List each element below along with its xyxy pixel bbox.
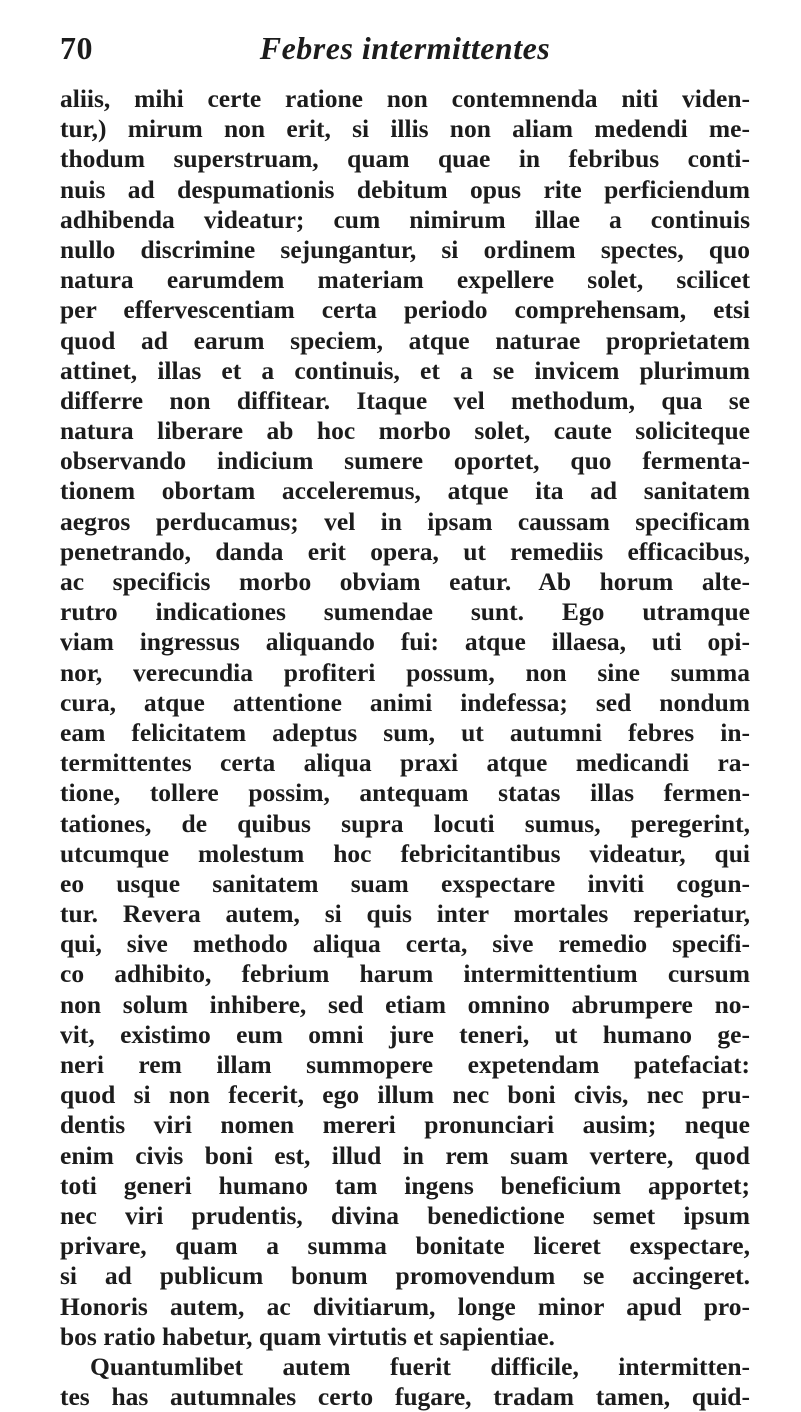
- text-line: tes has autumnales certo fugare, tradam tamen, quid-: [60, 1382, 750, 1412]
- text-line: qui, sive methodo aliqua certa, sive remedio specifi-: [60, 929, 750, 959]
- text-line: nullo discrimine sejungantur, si ordinem spectes, quo: [60, 234, 750, 264]
- text-line: utcumque molestum hoc febricitantibus videatur, qui: [60, 838, 750, 868]
- page-header: [60, 30, 750, 74]
- text-line: toti generi humano tam ingens beneficium apportet;: [60, 1170, 750, 1200]
- text-line: tione, tollere possim, antequam statas illas fermen-: [60, 778, 750, 808]
- text-line: neri rem illam summopere expetendam patefaciat:: [60, 1050, 750, 1079]
- text-line: nec viri prudentis, divina benedictione semet ipsum: [60, 1200, 750, 1230]
- text-line: dentis viri nomen mereri pronunciari ausim; neque: [60, 1110, 750, 1140]
- text-line: si ad publicum bonum promovendum se accingeret.: [60, 1261, 750, 1291]
- text-line: differre non diffitear. Itaque vel methodum, qua se: [60, 385, 750, 415]
- text-line: quod si non fecerit, ego illum nec boni civis, nec pru-: [60, 1080, 750, 1110]
- text-line: aegros perducamus; vel in ipsam caussam specificam: [60, 506, 750, 536]
- text-line: termittentes certa aliqua praxi atque medicandi ra-: [60, 748, 750, 778]
- text-line: vit, existimo eum omni jure teneri, ut humano ge-: [60, 1019, 750, 1049]
- text-line: eo usque sanitatem suam exspectare inviti cogun-: [60, 868, 750, 898]
- text-line: viam ingressus aliquando fui: atque illaesa, uti opi-: [60, 627, 750, 657]
- text-line: non solum inhibere, sed etiam omnino abrumpere no-: [60, 989, 750, 1019]
- text-line: enim civis boni est, illud in rem suam vertere, quod: [60, 1140, 750, 1170]
- text-line: bos ratio habetur, quam virtutis et sapientiae.: [60, 1321, 555, 1351]
- text-line: natura liberare ab hoc morbo solet, caute soliciteque: [60, 416, 750, 446]
- text-line: tionem obortam acceleremus, atque ita ad sanitatem: [60, 476, 750, 506]
- text-line: rutro indicationes sumendae sunt. Ego utramque: [60, 597, 750, 627]
- text-line: nuis ad despumationis debitum opus rite perficiendum: [60, 174, 750, 204]
- text-line: natura earumdem materiam expellere solet, scilicet: [60, 265, 750, 295]
- text-line: attinet, illas et a continuis, et a se invicem plurimum: [60, 355, 750, 385]
- text-line: tur,) mirum non erit, si illis non aliam medendi me-: [60, 114, 750, 144]
- text-line: aliis, mihi certe ratione non contemnenda niti viden-: [60, 84, 750, 113]
- text-line: ac specificis morbo obviam eatur. Ab horum alte-: [60, 567, 750, 596]
- text-line: co adhibito, febrium harum intermittentium cursum: [60, 959, 750, 989]
- text-line: privare, quam a summa bonitate liceret exspectare,: [60, 1231, 750, 1261]
- text-line: adhibenda videatur; cum nimirum illae a continuis: [60, 204, 750, 234]
- text-line: nor, verecundia profiteri possum, non sine summa: [60, 657, 750, 687]
- text-line: quod ad earum speciem, atque naturae proprietatem: [60, 325, 750, 355]
- text-line: tationes, de quibus supra locuti sumus, peregerint,: [60, 808, 750, 838]
- body-text: [60, 84, 750, 1412]
- text-line: per effervescentiam certa periodo comprehensam, etsi: [60, 295, 750, 325]
- text-line: penetrando, danda erit opera, ut remediis efficacibus,: [60, 536, 750, 566]
- text-line: thodum superstruam, quam quae in febribus conti-: [60, 144, 750, 174]
- running-title: Febres intermittentes: [259, 30, 551, 66]
- page-number: 70: [60, 30, 93, 66]
- text-line: Honoris autem, ac divitiarum, longe minor apud pro-: [60, 1291, 750, 1321]
- text-line: tur. Revera autem, si quis inter mortales reperiatur,: [60, 899, 750, 929]
- text-line: cura, atque attentione animi indefessa; sed nondum: [60, 687, 750, 717]
- text-line: eam felicitatem adeptus sum, ut autumni febres in-: [60, 717, 750, 747]
- text-line: Quantumlibet autem fuerit difficile, intermitten-: [90, 1351, 750, 1381]
- text-line: observando indicium sumere oportet, quo fermenta-: [60, 446, 750, 476]
